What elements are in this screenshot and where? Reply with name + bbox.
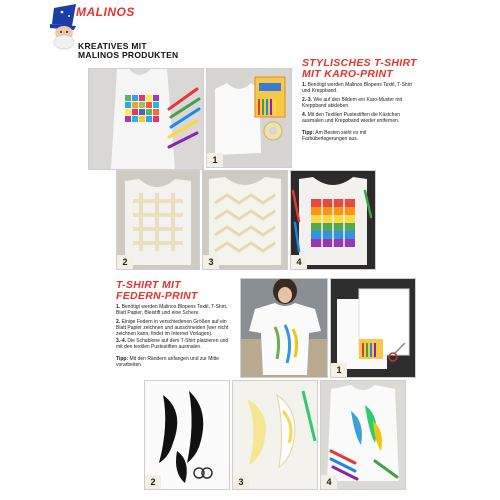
tagline-line1: KREATIVES MIT	[78, 41, 147, 51]
photo-number-badge: 1	[207, 153, 223, 167]
karo-photo-4	[290, 170, 376, 270]
tip-text: Am Besten sieht es mit Farbüberlagerungen aus.	[302, 130, 367, 143]
section1-step-2	[302, 97, 412, 109]
step-text: Benötigt werden Malinos Blopens Textil, T-Shirt und Kreppband.	[302, 82, 412, 95]
feather-photo-1	[330, 278, 416, 378]
logo-text: MALINOS	[76, 5, 135, 19]
karo-photo-2	[116, 170, 200, 270]
step-number: 3.-4.	[116, 337, 127, 344]
feather-photo-4	[320, 380, 406, 490]
step-text: Einige Federn in verschiedenen Größen auf ein Blatt Papier zeichnen und ausschneiden (wer nicht zeichnen kann, findet im Internet Vorlagen).	[116, 318, 229, 338]
karo-photo-finished	[88, 68, 204, 170]
section2-tip	[116, 356, 234, 368]
section1-step-1	[302, 82, 412, 94]
photo-number-badge: 2	[117, 255, 133, 269]
photo-number-badge: 4	[321, 475, 337, 489]
section2-title-line1: T-SHIRT MIT	[116, 279, 181, 291]
feather-photo-2	[144, 380, 230, 490]
step-number: 4.	[302, 111, 307, 118]
karo-photo-3	[202, 170, 288, 270]
section1-step-4	[302, 112, 412, 124]
feather-photo-finished	[240, 278, 328, 378]
photo-number-badge: 2	[145, 475, 161, 489]
step-text: Benötigt werden Malinos Blopens Textil, T-Shirt, Blatt Papier, Bleistift und eine Schere.	[116, 304, 228, 317]
section2-title-line2: FEDERN-PRINT	[116, 290, 198, 302]
photo-number-badge: 4	[291, 255, 307, 269]
section1-title-line1: STYLISCHES T-SHIRT	[302, 57, 417, 69]
step-number: 1.	[116, 304, 121, 310]
section1-steps	[302, 82, 412, 145]
section1-title-line2: MIT KARO-PRINT	[302, 68, 394, 80]
step-text: Mit den Textilen Pustestiften die Kästchen ausmalen und Kreppband wieder entfernen.	[302, 111, 401, 125]
section2-steps	[116, 304, 234, 371]
step-text: Wie auf den Bildern ein Karo-Muster mit Kreppband abkleben.	[302, 96, 403, 110]
photo-number-badge: 3	[233, 475, 249, 489]
section1-tip	[302, 130, 412, 142]
section1-title	[302, 58, 432, 80]
step-number: 1.	[302, 82, 307, 88]
step-text: Die Schablone auf dem T-Shirt platzieren und mit den textilen Pustestiften ausmalen.	[116, 337, 229, 350]
section2-step-2	[116, 319, 234, 338]
section2-step-3	[116, 338, 234, 350]
step-number: 2.-3.	[302, 96, 313, 103]
tagline-line2: MALINOS PRODUKTEN	[78, 50, 179, 60]
tip-label: Tipp:	[302, 130, 315, 137]
tagline	[78, 42, 179, 60]
photo-number-badge: 3	[203, 255, 219, 269]
tip-text: Mit den Rändern anfangen und zur Mitte vorarbeiten.	[116, 355, 220, 369]
step-number: 2.	[116, 318, 121, 325]
karo-photo-1	[206, 68, 292, 168]
tip-label: Tipp:	[116, 355, 129, 362]
section2-title	[116, 280, 236, 302]
photo-number-badge: 1	[331, 363, 347, 377]
feather-photo-3	[232, 380, 318, 490]
section2-step-1	[116, 304, 234, 316]
